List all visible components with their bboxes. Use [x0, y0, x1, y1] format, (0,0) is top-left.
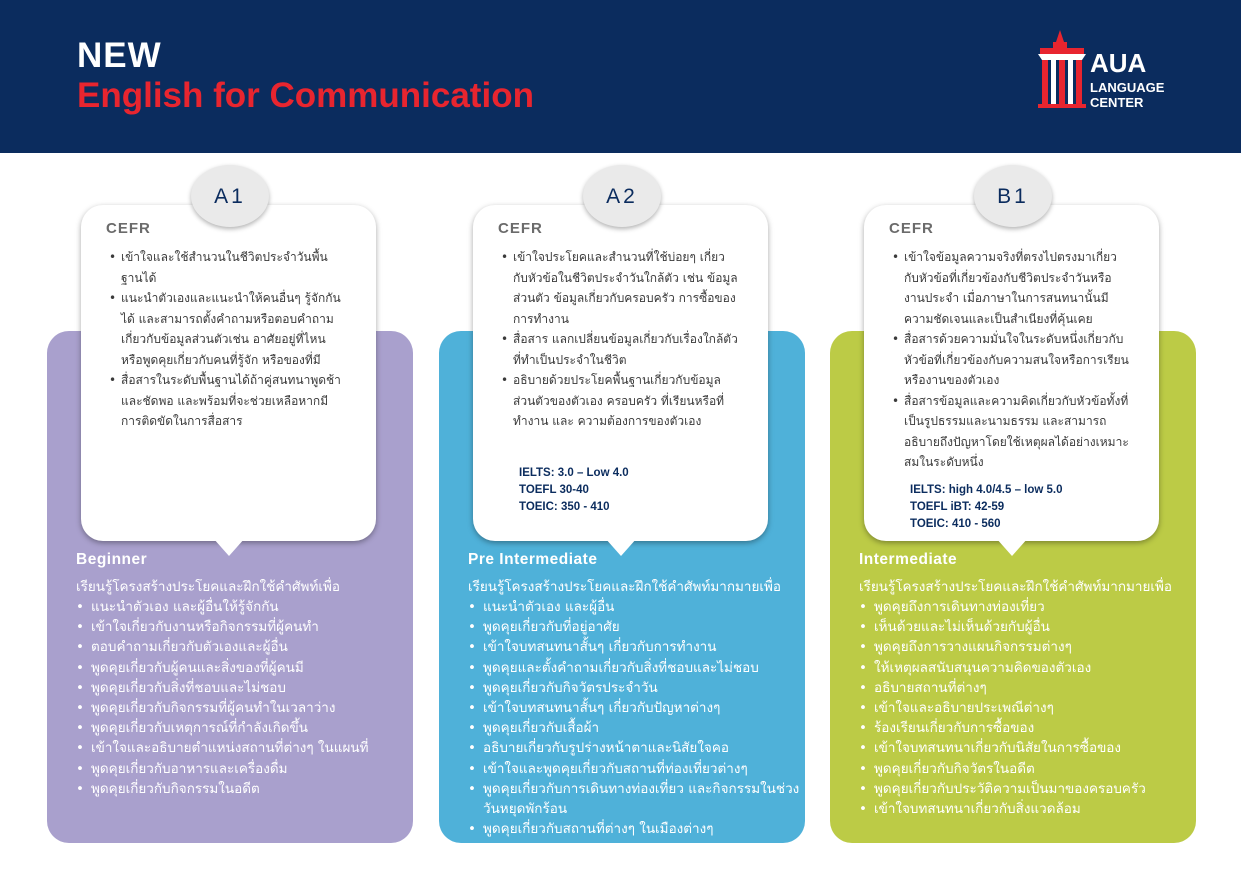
cefr-descriptors: [501, 247, 739, 432]
score-line: TOEIC: 410 - 560: [910, 518, 1001, 530]
list-item: • พูดคุยเกี่ยวกับผู้คนและสิ่งของที่ผู้คนมี: [76, 658, 411, 678]
level-column-a1: [47, 165, 413, 845]
page-title: English for Communication: [77, 76, 534, 115]
level-title: Intermediate: [859, 551, 958, 568]
list-item: • สื่อสารในระดับพื้นฐานได้ถ้าคู่สนทนาพูดช้าและชัดพอ และพร้อมที่จะช่วยเหลือหากมีการติดขัดในการสื่อสาร: [109, 370, 347, 432]
list-item: • พูดคุยและตั้งคำถามเกี่ยวกับสิ่งที่ชอบและไม่ชอบ: [468, 658, 803, 678]
score-line: IELTS: high 4.0/4.5 – low 5.0: [910, 484, 1063, 496]
course-intro: เรียนรู้โครงสร้างประโยคและฝึกใช้คำศัพท์เพื่อ: [76, 579, 340, 595]
list-item: • พูดคุยถึงการเดินทางท่องเที่ยว: [859, 597, 1194, 617]
list-item: • อธิบายเกี่ยวกับรูปร่างหน้าตาและนิสัยใจคอ: [468, 738, 803, 758]
list-item: • อธิบายสถานที่ต่างๆ: [859, 678, 1194, 698]
level-column-a2: [439, 165, 805, 845]
list-item: • พูดคุยเกี่ยวกับเสื้อผ้า: [468, 718, 803, 738]
card-pointer: [213, 538, 245, 556]
header-banner: [0, 0, 1241, 153]
list-item: • พูดคุยเกี่ยวกับประวัติความเป็นมาของครอบครัว: [859, 779, 1194, 799]
card-pointer: [605, 538, 637, 556]
card-pointer: [996, 538, 1028, 556]
list-item: • เข้าใจเกี่ยวกับงานหรือกิจกรรมที่ผู้คนทำ: [76, 617, 411, 637]
list-item: • พูดคุยเกี่ยวกับที่อยู่อาศัย: [468, 617, 803, 637]
logo-line-2: CENTER: [1090, 95, 1144, 110]
list-item: • เห็นด้วยและไม่เห็นด้วยกับผู้อื่น: [859, 617, 1194, 637]
cefr-label: CEFR: [106, 220, 151, 237]
test-scores: [910, 482, 1110, 533]
level-badge: B1: [974, 165, 1052, 227]
list-item: • พูดคุยเกี่ยวกับกิจวัตรประจำวัน: [468, 678, 803, 698]
list-item: • สื่อสารข้อมูลและความคิดเกี่ยวกับหัวข้อทั้งที่เป็นรูปธรรมและนามธรรม และสามารถอธิบายถึงปัญหาโดยใช้เหตุผลได้อย่างเหมาะสมในระดับหนึ่ง: [892, 391, 1130, 473]
list-item: • พูดคุยถึงการวางแผนกิจกรรมต่างๆ: [859, 637, 1194, 657]
course-topics: [76, 597, 411, 799]
logo-line-1: LANGUAGE: [1090, 80, 1165, 95]
logo-text: AUA: [1090, 48, 1147, 78]
list-item: • พูดคุยเกี่ยวกับเหตุการณ์ที่กำลังเกิดขึ้น: [76, 718, 411, 738]
list-item: • พูดคุยเกี่ยวกับกิจกรรมที่ผู้คนทำในเวลาว่าง: [76, 698, 411, 718]
list-item: • สื่อสารด้วยความมั่นใจในระดับหนึ่งเกี่ยวกับหัวข้อที่เกี่ยวข้องกับความสนใจหรือการเรียนหรืองานของตัวเอง: [892, 329, 1130, 391]
test-scores: [519, 465, 719, 516]
course-topics: [859, 597, 1194, 819]
title-new: NEW: [77, 36, 162, 75]
list-item: • พูดคุยเกี่ยวกับการเดินทางท่องเที่ยว และกิจกรรมในช่วงวันหยุดพักร้อน: [468, 779, 803, 819]
list-item: • แนะนำตัวเอง และผู้อื่นให้รู้จักกัน: [76, 597, 411, 617]
score-line: TOEFL iBT: 42-59: [910, 501, 1005, 513]
list-item: • ให้เหตุผลสนับสนุนความคิดของตัวเอง: [859, 658, 1194, 678]
level-badge: A1: [191, 165, 269, 227]
level-title: Beginner: [76, 551, 148, 568]
list-item: • แนะนำตัวเอง และผู้อื่น: [468, 597, 803, 617]
cefr-label: CEFR: [889, 220, 934, 237]
level-column-b1: [830, 165, 1196, 845]
cefr-descriptors: [109, 247, 347, 432]
list-item: • เข้าใจและอธิบายตำแหน่งสถานที่ต่างๆ ในแผนที่: [76, 738, 411, 758]
score-line: IELTS: 3.0 – Low 4.0: [519, 467, 629, 479]
course-intro: เรียนรู้โครงสร้างประโยคและฝึกใช้คำศัพท์มากมายเพื่อ: [468, 579, 782, 595]
list-item: • ร้องเรียนเกี่ยวกับการซื้อของ: [859, 718, 1194, 738]
list-item: • เข้าใจและพูดคุยเกี่ยวกับสถานที่ท่องเที่ยวต่างๆ: [468, 759, 803, 779]
list-item: • เข้าใจข้อมูลความจริงที่ตรงไปตรงมาเกี่ยวกับหัวข้อที่เกี่ยวข้องกับชีวิตประจำวันหรืองานประจำ เมื่อภาษาในการสนทนานั้นมีความชัดเจนและเป็นสำเนียงที่คุ้นเคย: [892, 247, 1130, 329]
list-item: • แนะนำตัวเองและแนะนำให้คนอื่นๆ รู้จักกันได้ และสามารถตั้งคำถามหรือตอบคำถามเกี่ยวกับข้อมูลส่วนตัวเช่น อาศัยอยู่ที่ไหน หรือพูดคุยเกี่ยวกับคนที่รู้จัก หรือของที่มี: [109, 288, 347, 370]
list-item: • เข้าใจบทสนทนาสั้นๆ เกี่ยวกับปัญหาต่างๆ: [468, 698, 803, 718]
aua-logo: [1038, 30, 1188, 115]
score-line: TOEFL 30-40: [519, 484, 589, 496]
level-badge: A2: [583, 165, 661, 227]
cefr-descriptors: [892, 247, 1130, 473]
list-item: • พูดคุยเกี่ยวกับอาหารและเครื่องดื่ม: [76, 759, 411, 779]
list-item: • ตอบคำถามเกี่ยวกับตัวเองและผู้อื่น: [76, 637, 411, 657]
course-intro: เรียนรู้โครงสร้างประโยคและฝึกใช้คำศัพท์มากมายเพื่อ: [859, 579, 1173, 595]
course-topics: [468, 597, 803, 839]
list-item: • พูดคุยเกี่ยวกับสิ่งที่ชอบและไม่ชอบ: [76, 678, 411, 698]
cefr-label: CEFR: [498, 220, 543, 237]
list-item: • อธิบายด้วยประโยคพื้นฐานเกี่ยวกับข้อมูลส่วนตัวของตัวเอง ครอบครัว ที่เรียนหรือที่ทำงาน และ ความต้องการของตัวเอง: [501, 370, 739, 432]
list-item: • เข้าใจบทสนทนาเกี่ยวกับนิสัยในการซื้อของ: [859, 738, 1194, 758]
list-item: • พูดคุยเกี่ยวกับกิจกรรมในอดีต: [76, 779, 411, 799]
list-item: • เข้าใจบทสนทนาสั้นๆ เกี่ยวกับการทำงาน: [468, 637, 803, 657]
list-item: • พูดคุยเกี่ยวกับสถานที่ต่างๆ ในเมืองต่างๆ: [468, 819, 803, 839]
list-item: • เข้าใจบทสนทนาเกี่ยวกับสิ่งแวดล้อม: [859, 799, 1194, 819]
list-item: • เข้าใจประโยคและสำนวนที่ใช้บ่อยๆ เกี่ยวกับหัวข้อในชีวิตประจำวันใกล้ตัว เช่น ข้อมูลส่วนตัว ข้อมูลเกี่ยวกับครอบครัว การซื้อของ การทำงาน: [501, 247, 739, 329]
level-title: Pre Intermediate: [468, 551, 598, 568]
list-item: • เข้าใจและอธิบายประเพณีต่างๆ: [859, 698, 1194, 718]
logo-subtext: [1090, 80, 1164, 110]
list-item: • พูดคุยเกี่ยวกับกิจวัตรในอดีต: [859, 759, 1194, 779]
list-item: • เข้าใจและใช้สำนวนในชีวิตประจำวันพื้นฐานได้: [109, 247, 347, 288]
list-item: • สื่อสาร แลกเปลี่ยนข้อมูลเกี่ยวกับเรื่องใกล้ตัวที่ทำเป็นประจำในชีวิต: [501, 329, 739, 370]
temple-logo-icon: [1038, 30, 1088, 110]
score-line: TOEIC: 350 - 410: [519, 501, 610, 513]
